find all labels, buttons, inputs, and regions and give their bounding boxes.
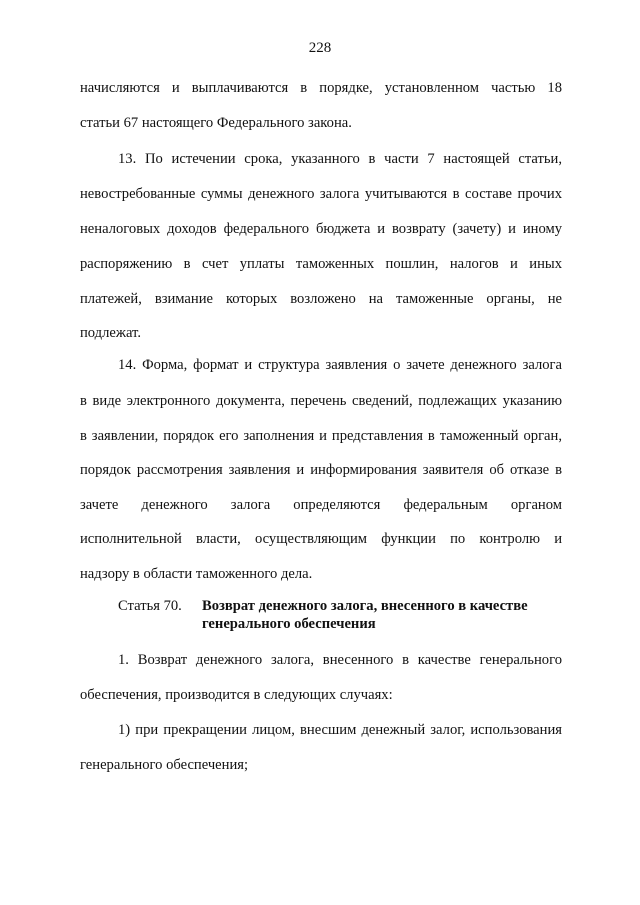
article-title-line: Возврат денежного залога, внесенного в качестве [202,598,528,614]
text-line: 1. Возврат денежного залога, внесенного в качестве генерального [118,652,562,668]
text-line: неналоговых доходов федерального бюджета и возврату (зачету) и иному [80,221,562,237]
text-line: обеспечения, производится в следующих случаях: [80,687,393,703]
article-label: Статья 70. [118,598,182,614]
text-line: надзору в области таможенного дела. [80,566,313,582]
page-number: 228 [308,40,332,56]
text-line: 13. По истечении срока, указанного в части 7 настоящей статьи, [118,151,562,167]
text-line: статьи 67 настоящего Федерального закона. [80,115,352,131]
text-line: 1) при прекращении лицом, внесшим денежный залог, использования [118,722,562,738]
article-title [202,597,562,633]
text-line: в виде электронного документа, перечень сведений, подлежащих указанию [80,393,562,409]
text-line: распоряжению в счет уплаты таможенных пошлин, налогов и иных [80,256,562,272]
text-line: порядок рассмотрения заявления и информирования заявителя об отказе в [80,462,562,478]
text-line: генерального обеспечения; [80,757,249,773]
text-line: невостребованные суммы денежного залога учитываются в составе прочих [80,186,562,202]
text-line: подлежат. [80,325,141,341]
text-line: 14. Форма, формат и структура заявления о зачете денежного залога [118,357,562,373]
text-line: зачете денежного залога определяются федеральным органом [80,497,562,513]
text-line: исполнительной власти, осуществляющим функции по контролю и [80,531,562,547]
text-line: платежей, взимание которых возложено на таможенные органы, не [80,291,562,307]
article-title-line: генерального обеспечения [202,616,376,632]
text-line: начисляются и выплачиваются в порядке, установленном частью 18 [80,80,562,96]
text-line: в заявлении, порядок его заполнения и представления в таможенный орган, [80,428,562,444]
